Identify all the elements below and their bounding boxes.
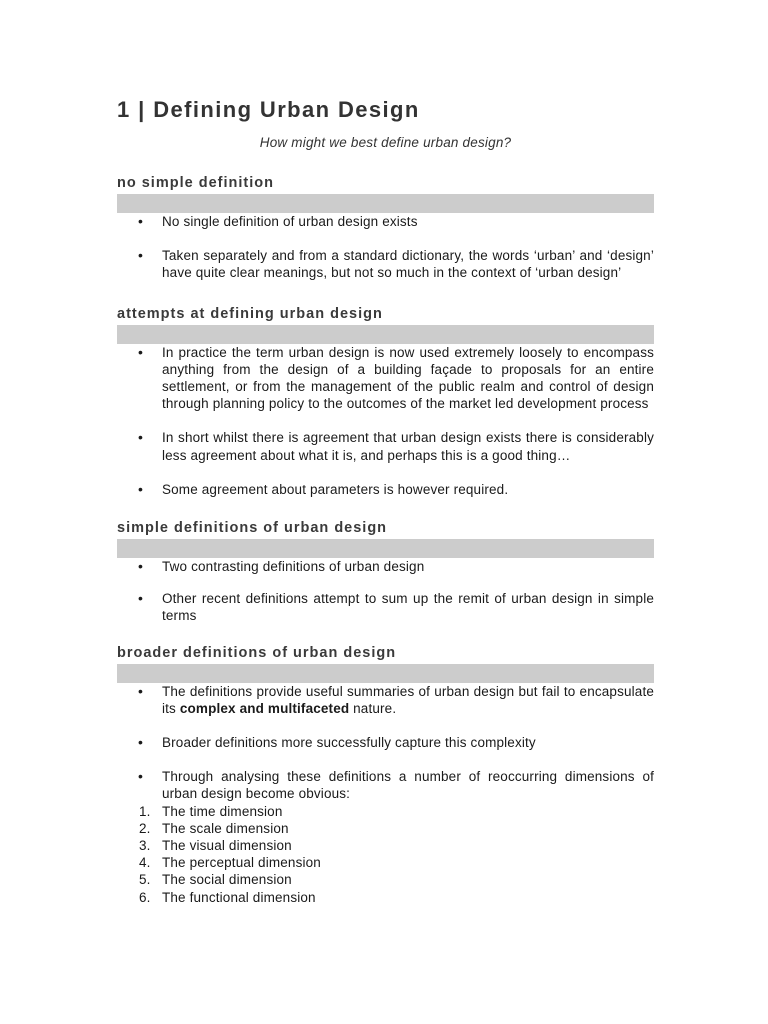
list-item: • In practice the term urban design is now used extremely loosely to encompass anything from the design of a building façade to proposals for an entire settlement, or from the management of the public realm and control of design through planning policy to the outcomes of the market led development process — [117, 344, 654, 413]
numbered-item — [117, 871, 654, 888]
item-number: 1. — [139, 803, 151, 819]
section-divider-bar — [117, 194, 654, 213]
item-number: 4. — [139, 855, 151, 871]
list-item — [117, 683, 654, 717]
item-text: The scale dimension — [162, 820, 289, 836]
page-title: 1 | Defining Urban Design — [117, 97, 420, 122]
bullet-list — [117, 213, 654, 282]
bullet-list — [117, 558, 654, 625]
item-text: The perceptual dimension — [162, 855, 321, 871]
list-item: • Some agreement about parameters is however required. — [117, 481, 654, 498]
section-divider-bar — [117, 664, 654, 683]
item-number: 2. — [139, 820, 151, 836]
list-item: • Broader definitions more successfully capture this complexity — [117, 734, 654, 751]
item-text: The functional dimension — [162, 889, 316, 905]
item-number: 3. — [139, 838, 151, 854]
section-attempts-at-defining — [117, 305, 654, 498]
section-heading: simple definitions of urban design — [117, 520, 388, 537]
bullet-list — [117, 683, 654, 803]
numbered-item — [117, 820, 654, 837]
section-no-simple-definition — [117, 174, 654, 282]
list-item-text: nature. — [349, 700, 397, 716]
list-item: • Other recent definitions attempt to sum up the remit of urban design in simple terms — [117, 590, 654, 624]
item-number: 6. — [139, 889, 151, 905]
list-item-text: The definitions provide useful summaries of urban design but fail to encapsulate its — [162, 683, 654, 716]
section-divider-bar — [117, 539, 654, 558]
item-text: The time dimension — [162, 803, 283, 819]
section-heading: attempts at defining urban design — [117, 305, 383, 322]
item-number: 5. — [139, 872, 151, 888]
section-heading: no simple definition — [117, 175, 274, 191]
numbered-item — [117, 889, 654, 906]
section-broader-definitions — [117, 644, 654, 906]
numbered-item — [117, 854, 654, 871]
section-divider-bar — [117, 325, 654, 344]
section-heading: broader definitions of urban design — [117, 644, 397, 661]
list-item: • Two contrasting definitions of urban design — [117, 558, 654, 575]
list-item: • Taken separately and from a standard dictionary, the words ‘urban’ and ‘design’ have quite clear meanings, but not so much in the context of ‘urban design’ — [117, 247, 654, 281]
list-item: • Through analysing these definitions a number of reoccurring dimensions of urban design become obvious: — [117, 768, 654, 802]
item-text: The social dimension — [162, 872, 292, 888]
document-page — [117, 96, 654, 906]
page-subtitle: How might we best define urban design? — [259, 135, 512, 150]
numbered-item — [117, 837, 654, 854]
section-simple-definitions — [117, 519, 654, 625]
list-item: • No single definition of urban design exists — [117, 213, 654, 230]
emphasis-text: complex and multifaceted — [179, 700, 350, 716]
list-item: • In short whilst there is agreement that urban design exists there is considerably less agreement about what it is, and perhaps this is a good thing… — [117, 429, 654, 463]
numbered-list — [117, 803, 654, 906]
numbered-item — [117, 803, 654, 820]
item-text: The visual dimension — [162, 838, 292, 854]
bullet-list — [117, 344, 654, 498]
